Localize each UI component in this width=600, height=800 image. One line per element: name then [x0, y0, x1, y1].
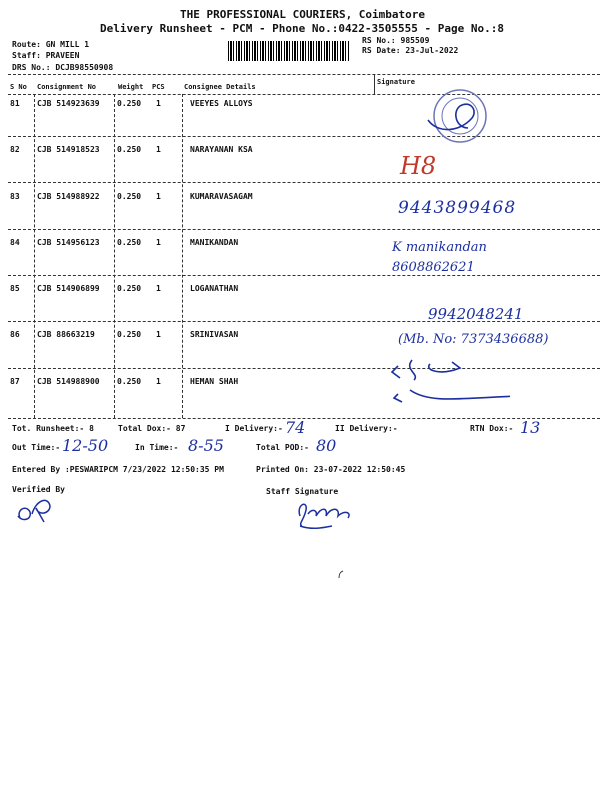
total-dox: Total Dox:- 87: [118, 424, 186, 433]
printed-on: Printed On: 23-07-2022 12:50:45: [256, 465, 406, 474]
row-sno: 86: [10, 330, 20, 339]
signature-mark-icon: [390, 340, 510, 410]
col-sno: S No: [10, 83, 27, 91]
stray-mark-icon: [336, 568, 346, 580]
in-time-label: In Time:-: [135, 443, 179, 452]
signature-row-85: 9942048241: [428, 305, 524, 323]
route: Route: GN MILL 1: [12, 40, 90, 49]
row-pcs: 1: [156, 284, 161, 293]
row-consignee: NARAYANAN KSA: [190, 145, 253, 154]
i-delivery-value: 74: [285, 418, 306, 437]
row-consignment: CJB 514988900: [37, 377, 100, 386]
row-consignment: CJB 514918523: [37, 145, 100, 154]
i-delivery-label: I Delivery:-: [225, 424, 283, 433]
row-consignee: MANIKANDAN: [190, 238, 239, 247]
row-consignee: SRINIVASAN: [190, 330, 239, 339]
total-pod-value: 80: [316, 436, 337, 455]
total-pod-label: Total POD:-: [256, 443, 309, 452]
row-pcs: 1: [156, 192, 161, 201]
row-sno: 82: [10, 145, 20, 154]
row-pcs: 1: [156, 330, 161, 339]
drs-number: DRS No.: DCJB98550908: [12, 63, 114, 72]
row-consignment: CJB 514956123: [37, 238, 100, 247]
row-weight: 0.250: [117, 377, 142, 386]
row-consignee: LOGANATHAN: [190, 284, 239, 293]
barcode: [228, 41, 350, 61]
row-weight: 0.250: [117, 238, 142, 247]
verified-signature-icon: [14, 494, 74, 526]
row-weight: 0.250: [117, 192, 142, 201]
out-time-value: 12-50: [62, 436, 109, 455]
round-stamp-icon: [420, 88, 500, 144]
row-sno: 87: [10, 377, 20, 386]
rs-number: RS No.: 985509: [362, 36, 430, 45]
row-weight: 0.250: [117, 330, 142, 339]
verified-by-label: Verified By: [12, 485, 65, 494]
row-sno: 83: [10, 192, 20, 201]
row-pcs: 1: [156, 377, 161, 386]
ii-delivery-label: II Delivery:-: [335, 424, 398, 433]
row-pcs: 1: [156, 145, 161, 154]
signature-row-83: 9443899468: [398, 198, 517, 218]
entered-by: Entered By :PESWARIPCM 7/23/2022 12:50:35 PM: [12, 465, 224, 474]
col-pcs: PCS: [152, 83, 165, 91]
col-signature: Signature: [377, 78, 415, 86]
company-name: THE PROFESSIONAL COURIERS, Coimbatore: [180, 8, 426, 21]
signature-row-82: H8: [400, 152, 437, 180]
col-consignee: Consignee Details: [184, 83, 256, 91]
row-sno: 84: [10, 238, 20, 247]
out-time-label: Out Time:-: [12, 443, 61, 452]
col-weight: Weight: [118, 83, 144, 91]
col-consignment: Consignment No: [37, 83, 97, 91]
row-weight: 0.250: [117, 284, 142, 293]
row-sno: 81: [10, 99, 20, 108]
in-time-value: 8-55: [188, 436, 224, 455]
row-weight: 0.250: [117, 99, 142, 108]
row-consignee: KUMARAVASAGAM: [190, 192, 253, 201]
row-weight: 0.250: [117, 145, 142, 154]
row-pcs: 1: [156, 238, 161, 247]
rs-date: RS Date: 23-Jul-2022: [362, 46, 459, 55]
rtn-dox-label: RTN Dox:-: [470, 424, 514, 433]
row-consignee: VEEYES ALLOYS: [190, 99, 253, 108]
row-consignment: CJB 514906899: [37, 284, 100, 293]
signature-row-86: (Mb. No: 7373436688): [398, 332, 549, 347]
staff-signature-icon: [292, 496, 362, 532]
row-pcs: 1: [156, 99, 161, 108]
runsheet-subtitle: Delivery Runsheet - PCM - Phone No.:0422-3505555 - Page No.:8: [100, 22, 504, 35]
row-consignment: CJB 514988922: [37, 192, 100, 201]
tot-runsheet: Tot. Runsheet:- 8: [12, 424, 94, 433]
row-sno: 85: [10, 284, 20, 293]
row-consignment: CJB 88663219: [37, 330, 95, 339]
row-consignment: CJB 514923639: [37, 99, 100, 108]
staff-signature-label: Staff Signature: [266, 487, 339, 496]
row-consignee: HEMAN SHAH: [190, 377, 239, 386]
signature-row-84: K manikandan 8608862621: [392, 240, 487, 275]
staff: Staff: PRAVEEN: [12, 51, 80, 60]
rtn-dox-value: 13: [520, 418, 541, 437]
